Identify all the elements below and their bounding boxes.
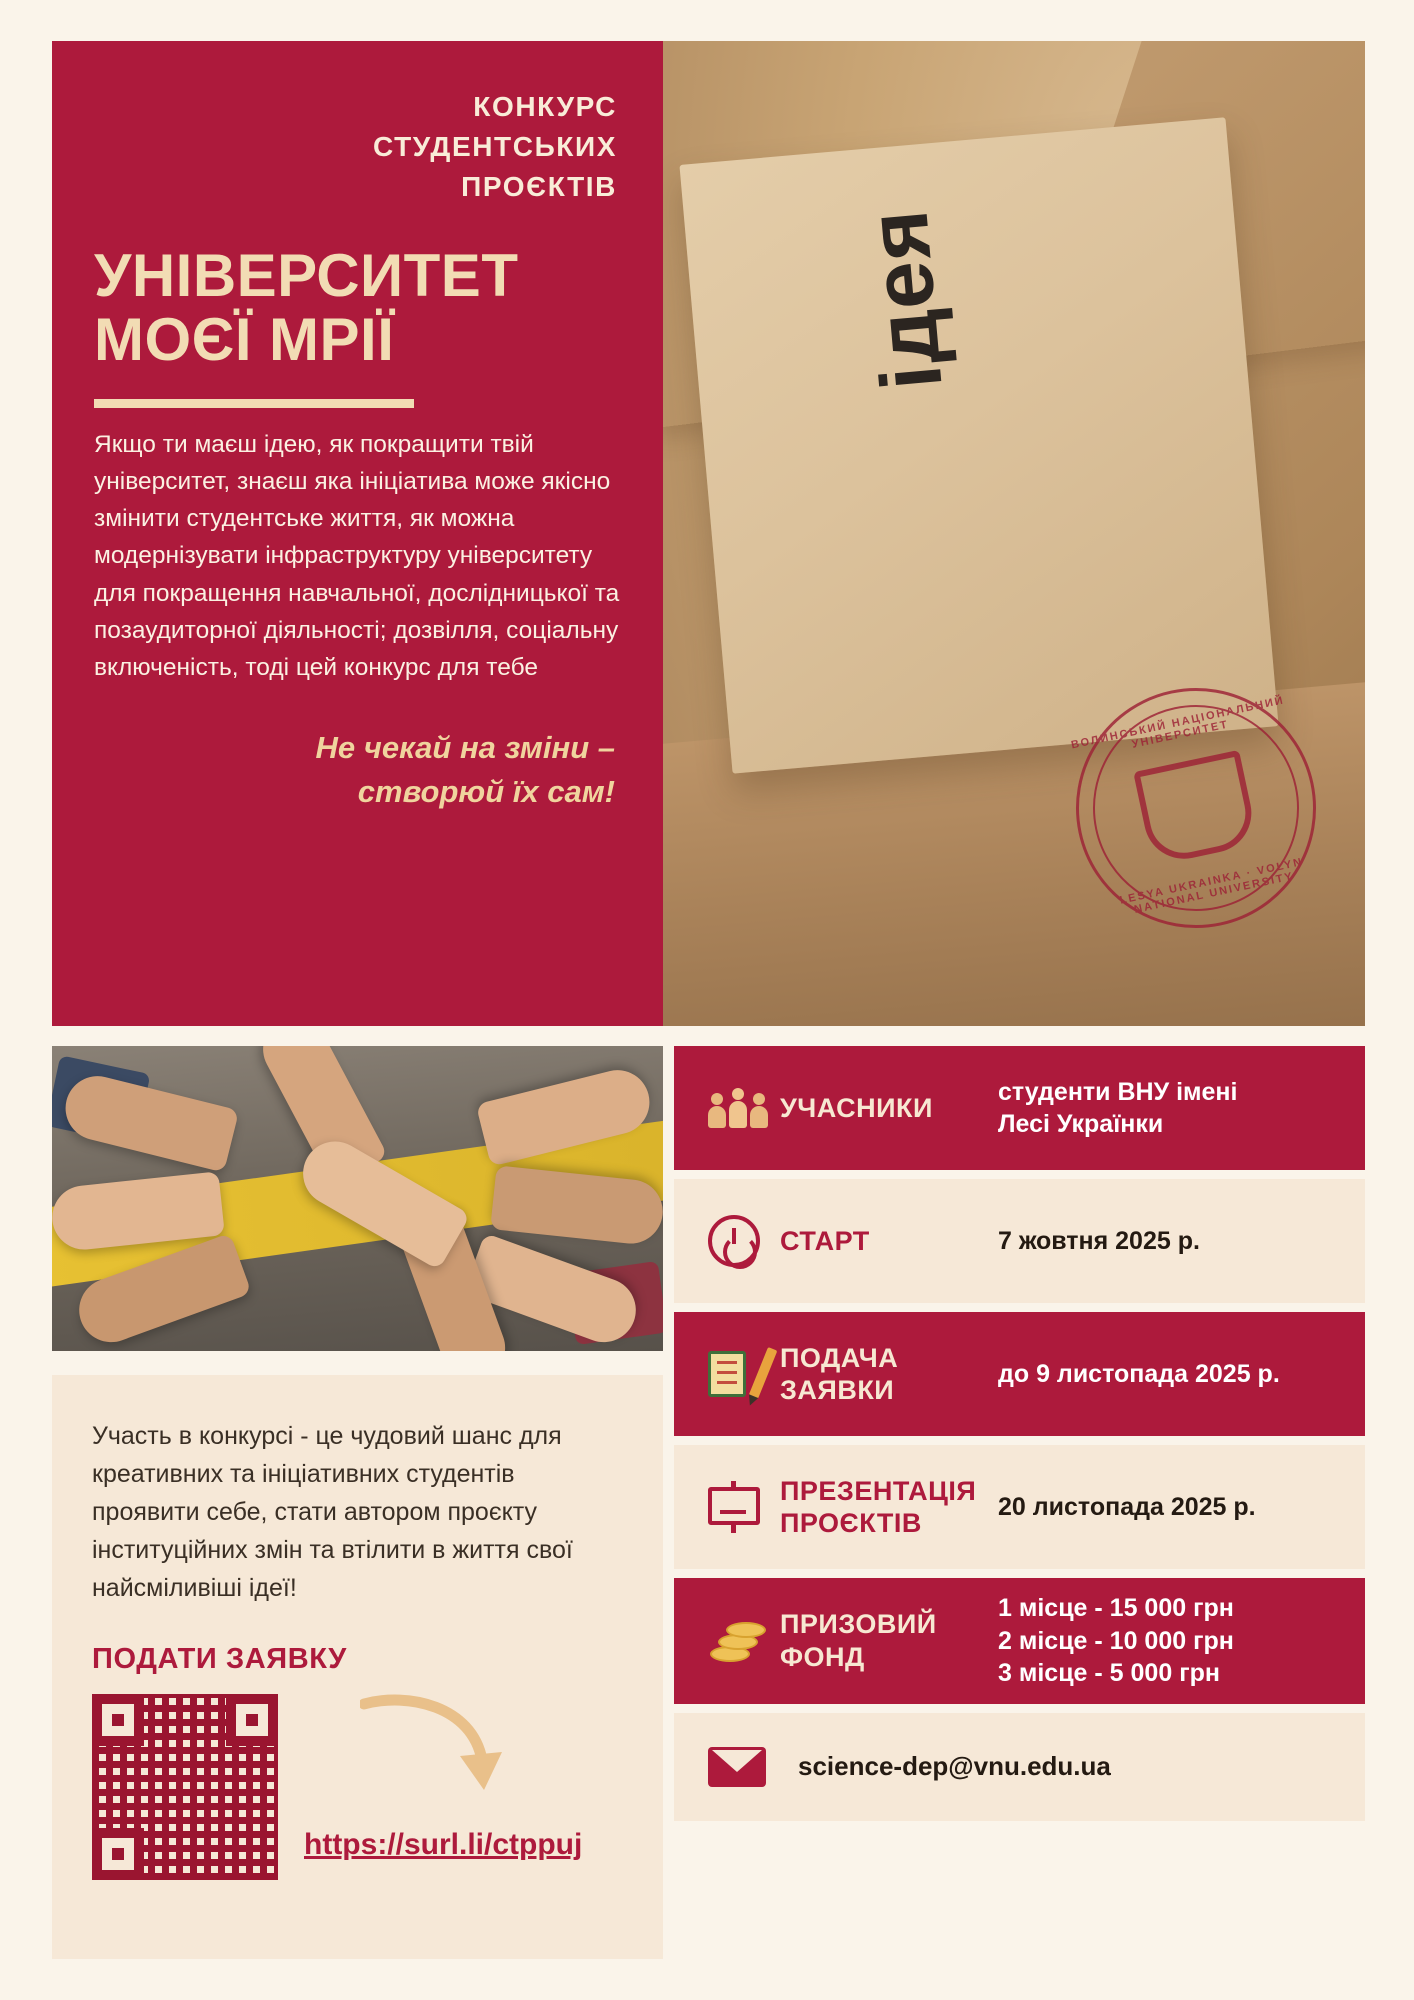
apply-link[interactable]: https://surl.li/ctppuj bbox=[304, 1828, 583, 1861]
info-row-value bbox=[998, 1491, 1345, 1524]
idea-card bbox=[680, 117, 1279, 773]
title-divider bbox=[94, 399, 414, 408]
stamp-top-text: ВОЛИНСЬКИЙ НАЦІОНАЛЬНИЙ УНІВЕРСИТЕТ bbox=[1069, 693, 1286, 751]
people-icon bbox=[708, 1088, 780, 1128]
info-row-value bbox=[998, 1592, 1345, 1690]
stamp-bottom-text: LESYA UKRAINKA · VOLYN NATIONAL UNIVERSITY bbox=[1118, 855, 1305, 916]
info-row-value-line: 20 листопада 2025 р. bbox=[998, 1492, 1256, 1521]
info-row-label-line: ЗАЯВКИ bbox=[780, 1375, 895, 1405]
hero-section bbox=[52, 41, 1365, 1026]
apply-card-text: Участь в конкурсі - це чудовий шанс для креативних та ініціативних студентів проявити себе, стати автором проєкту інституційних змін та втілити в життя свої найсміливіші ідеї! bbox=[92, 1422, 573, 1602]
info-row-value-line: студенти ВНУ імені bbox=[998, 1077, 1238, 1106]
idea-card-word: ідея bbox=[849, 205, 962, 394]
prize-place-3: 3 місце - 5 000 грн bbox=[998, 1659, 1220, 1687]
prize-place-2: 2 місце - 10 000 грн bbox=[998, 1626, 1234, 1655]
hero-kicker-line-2: СТУДЕНТСЬКИХ bbox=[372, 130, 617, 162]
curved-arrow-icon bbox=[360, 1690, 510, 1800]
stamp-monogram bbox=[1133, 749, 1259, 865]
info-row-participants bbox=[674, 1046, 1365, 1170]
hero-kicker-line-3: ПРОЄКТІВ bbox=[461, 170, 617, 202]
presentation-board-icon bbox=[708, 1481, 780, 1533]
qr-code[interactable] bbox=[92, 1694, 278, 1880]
info-row-value-line: Лесі Українки bbox=[998, 1110, 1164, 1138]
contact-email[interactable]: science-dep@vnu.edu.ua bbox=[798, 1751, 1111, 1781]
hero-slogan bbox=[94, 726, 621, 814]
page-title bbox=[94, 244, 621, 372]
info-row-label bbox=[780, 1342, 998, 1407]
info-row-value bbox=[998, 1076, 1345, 1141]
info-row-application bbox=[674, 1312, 1365, 1436]
hero-slogan-line-2: створюй їх сам! bbox=[357, 774, 615, 810]
coins-icon bbox=[708, 1618, 780, 1664]
envelope-photo bbox=[663, 41, 1365, 1026]
mail-icon bbox=[708, 1747, 780, 1787]
info-row-contact bbox=[674, 1713, 1365, 1821]
info-row-label-line: ПРИЗОВИЙ bbox=[780, 1609, 937, 1640]
teamwork-hands-photo bbox=[52, 1046, 663, 1351]
hero-slogan-line-1: Не чекай на зміни – bbox=[315, 730, 615, 766]
info-row-start bbox=[674, 1179, 1365, 1303]
info-row-value bbox=[998, 1225, 1345, 1258]
hero-kicker bbox=[94, 87, 617, 206]
info-row-value bbox=[998, 1358, 1345, 1391]
application-form-icon bbox=[708, 1349, 780, 1399]
page-title-line-2: МОЄЇ МРІЇ bbox=[94, 306, 395, 374]
info-row-label-line: ФОНД bbox=[780, 1641, 865, 1672]
apply-card-title: ПОДАТИ ЗАЯВКУ bbox=[92, 1643, 347, 1675]
info-row-prize-fund bbox=[674, 1578, 1365, 1704]
info-row-label bbox=[780, 1475, 998, 1540]
hero-text-panel bbox=[52, 41, 663, 1026]
info-row-label bbox=[780, 1608, 998, 1673]
info-row-label: СТАРТ bbox=[780, 1225, 870, 1256]
info-row-label-line: ПРЕЗЕНТАЦІЯ bbox=[780, 1475, 977, 1506]
power-icon bbox=[708, 1215, 780, 1267]
info-row-value-line: 7 жовтня 2025 р. bbox=[998, 1226, 1200, 1255]
info-row-presentation bbox=[674, 1445, 1365, 1569]
info-row-value-line: до 9 листопада 2025 р. bbox=[998, 1359, 1280, 1388]
hero-kicker-line-1: КОНКУРС bbox=[473, 91, 617, 122]
hero-body-text: Якщо ти маєш ідею, як покращити твій університет, знаєш яка ініціатива може якісно змінити студентське життя, як можна модернізувати інфраструктуру університету для покращення навчальної, дослідницької та позаудиторної діяльності; дозвілля, соціальну включеність, тоді цей конкурс для тебе bbox=[94, 430, 620, 682]
info-row-label: УЧАСНИКИ bbox=[780, 1092, 933, 1123]
info-row-label-line: ПОДАЧА bbox=[780, 1342, 899, 1373]
prize-place-1: 1 місце - 15 000 грн bbox=[998, 1594, 1234, 1622]
info-rows bbox=[674, 1046, 1365, 1830]
info-row-label-line: ПРОЄКТІВ bbox=[780, 1508, 922, 1538]
page-title-line-1: УНІВЕРСИТЕТ bbox=[94, 242, 519, 310]
apply-qr-area bbox=[92, 1694, 623, 1880]
apply-card bbox=[52, 1375, 663, 1959]
